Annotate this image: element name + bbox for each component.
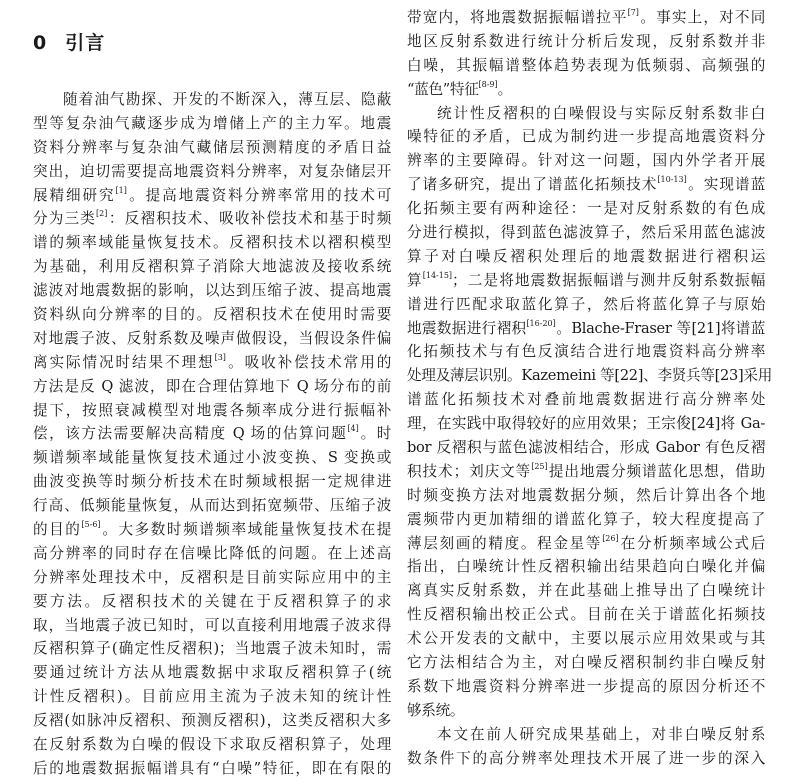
text-line xyxy=(407,723,765,747)
line-text-tail: 。 xyxy=(497,80,512,98)
text-line xyxy=(407,747,765,771)
text-line xyxy=(407,173,765,197)
line-text: 要通过统计方法从地震数据中求取反褶积算子(统 xyxy=(33,664,391,682)
text-line xyxy=(33,160,391,184)
line-text: 提下，按照衰减模型对地震各频率成分进行振幅补 xyxy=(33,401,391,419)
line-text: 积技术；刘庆文等 xyxy=(407,462,532,480)
line-text-tail: 。吸收补偿技术常用的 xyxy=(225,353,391,371)
text-line xyxy=(407,388,765,412)
line-text: 曲波变换等时频分析技术在时频域根据一定规律进 xyxy=(33,473,391,491)
line-text: 分为三类 xyxy=(33,210,97,228)
line-text: 突出，迫切需要提高地震资料分辨率，对复杂储层开 xyxy=(33,162,391,180)
text-line xyxy=(33,112,391,136)
line-text: 谱的频率域能量恢复技术。反褶积技术以褶积模型 xyxy=(33,234,391,252)
line-text: 数条件下的高分辨率处理技术开展了进一步的深入 xyxy=(407,749,765,767)
text-line xyxy=(33,279,391,303)
text-line xyxy=(33,685,391,709)
text-line xyxy=(407,221,765,245)
line-text: 性反褶积输出校正公式。目前在关于谱蓝化拓频技 xyxy=(407,606,765,624)
line-text: 算子对白噪反褶积处理后的地震数据进行褶积运 xyxy=(407,247,765,265)
text-line xyxy=(407,555,765,579)
line-text: 计性反褶积)。目前应用主流为子波未知的统计性 xyxy=(33,688,391,706)
line-text: 后的地震数据振幅谱具有“白噪”特征，即在有限的 xyxy=(33,759,391,777)
line-text: 震频带内更加精细的谱蓝化算子，较大程度提高了 xyxy=(407,510,765,528)
text-line xyxy=(33,207,391,231)
citation-ref: [8-9] xyxy=(478,79,498,89)
text-line xyxy=(407,603,765,627)
text-line xyxy=(407,364,772,388)
line-text-tail: 。Blache-Fraser 等[21]将谱蓝 xyxy=(555,319,765,337)
citation-ref: [25] xyxy=(531,461,548,471)
line-text: 统计性反褶积的白噪假设与实际反射系数非白 xyxy=(437,104,765,122)
text-line xyxy=(407,579,765,603)
line-text: 型等复杂油气藏逐步成为增储上产的主力军。地震 xyxy=(33,114,391,132)
text-line xyxy=(33,446,391,470)
citation-ref: [14-15] xyxy=(422,270,453,280)
section-title: 引言 xyxy=(65,32,106,54)
line-text-tail: 。实现谱蓝 xyxy=(686,176,765,194)
line-text: 薄层刻画的精度。程金星等 xyxy=(407,534,603,552)
citation-ref: [10-13] xyxy=(657,175,687,185)
text-line xyxy=(407,484,765,508)
text-line xyxy=(407,6,765,30)
text-line xyxy=(33,542,391,566)
line-text: 的目的 xyxy=(33,521,82,539)
text-line xyxy=(407,30,765,54)
line-text: 地区反射系数进行统计分析后发现，反射系数并非 xyxy=(407,32,765,50)
text-line xyxy=(407,340,765,364)
text-line xyxy=(33,136,391,160)
line-text: 时频变换方法对地震数据分频，然后计算出各个地 xyxy=(407,486,765,504)
text-line xyxy=(33,303,391,327)
text-line xyxy=(33,614,391,638)
line-text-tail: 。提高地震资料分辨率常用的技术可 xyxy=(126,186,391,204)
text-line xyxy=(407,651,765,675)
text-line xyxy=(407,54,765,78)
line-text-tail: 。时 xyxy=(358,425,391,443)
line-text-tail: 提出地震分频谱蓝化思想，借助 xyxy=(547,462,765,480)
text-line xyxy=(33,351,391,375)
line-text: “蓝色”特征 xyxy=(407,80,479,98)
line-text: 离实际情况时结果不理想 xyxy=(33,353,215,371)
text-line xyxy=(33,566,391,590)
line-text: 地震数据进行褶积 xyxy=(407,319,527,337)
line-text: 要方法。反褶积技术的关键在于反褶积算子的求 xyxy=(33,592,391,610)
text-line xyxy=(33,757,391,781)
line-text: 它方法相结合为主，对白噪反褶积制约非白噪反射 xyxy=(407,654,765,672)
line-text: 在反射系数为白噪的假设下求取反褶积算子，处理 xyxy=(33,736,391,754)
text-line xyxy=(33,733,391,757)
line-text: bor 反褶积与蓝色滤波相结合，形成 Gabor 有色反褶 xyxy=(407,439,765,457)
text-line xyxy=(33,231,391,255)
citation-ref: [5-6] xyxy=(81,520,101,530)
line-text: 噪特征的矛盾，已成为制约进一步提高地震资料分 xyxy=(407,128,765,146)
citation-ref: [2] xyxy=(96,209,108,219)
line-text: 白噪，其振幅谱整体趋势表现为低频弱、高频强的 xyxy=(407,56,765,74)
line-text: 对地震子波、反射系数及噪声做假设，当假设条件偏 xyxy=(33,329,391,347)
line-text: 反褶积算子(确定性反褶积)；当地震子波未知时，需 xyxy=(33,640,391,658)
line-text: 带宽内，将地震数据振幅谱拉平 xyxy=(407,9,628,26)
text-line xyxy=(407,269,765,293)
line-text: 反褶(如脉冲反褶积、预测反褶积)，这类反褶积大多 xyxy=(33,712,391,730)
text-line xyxy=(407,317,765,341)
line-text-tail: ：反褶积技术、吸收补偿技术和基于时频 xyxy=(107,210,391,228)
text-line xyxy=(33,494,391,518)
text-line xyxy=(407,627,765,651)
line-text: 了诸多研究，提出了谱蓝化拓频技术 xyxy=(407,176,658,194)
citation-ref: [4] xyxy=(347,424,359,434)
text-line xyxy=(33,661,391,685)
line-text-tail: 。大多数时频谱频率域能量恢复技术在提 xyxy=(100,521,391,539)
text-line xyxy=(33,375,391,399)
text-line xyxy=(407,460,765,484)
text-line xyxy=(407,197,765,221)
text-line xyxy=(33,399,391,423)
line-text: 理，在实践中取得较好的应用效果；王宗俊[24]将 Ga- xyxy=(407,415,765,433)
line-text: 够系统。 xyxy=(407,701,465,719)
line-text: 取，当地震子波已知时，可以直接利用地震子波求得 xyxy=(33,616,391,634)
section-heading xyxy=(33,28,105,55)
line-text: 系数下地震资料分辨率进一步提高的原因分析还不 xyxy=(407,677,765,695)
text-line xyxy=(33,709,391,733)
line-text: 离真实反射系数，并在此基础上推导出了白噪统计 xyxy=(407,582,765,600)
left-column xyxy=(33,88,391,781)
line-text: 谱进行匹配求取蓝化算子，然后将蓝化算子与原始 xyxy=(407,295,765,313)
text-line xyxy=(407,149,765,173)
line-text: 指出，白噪统计性反褶积输出结果趋向白噪化并偏 xyxy=(407,558,765,576)
line-text: 化拓频技术与有色反演结合进行地震资料高分辨率 xyxy=(407,343,765,361)
text-line xyxy=(33,637,391,661)
line-text: 本文在前人研究成果基础上，对非白噪反射系 xyxy=(437,725,765,743)
line-text: 展精细研究 xyxy=(33,186,116,204)
text-line xyxy=(33,184,391,208)
text-line xyxy=(407,78,765,102)
text-line xyxy=(407,508,765,532)
citation-ref: [3] xyxy=(214,352,226,362)
citation-ref: [1] xyxy=(115,185,127,195)
line-text: 偿，该方法需要解决高精度 Q 场的估算问题 xyxy=(33,425,348,443)
line-text: 高分辨率的同时存在信噪比降低的问题。在上述高 xyxy=(33,544,391,562)
text-line xyxy=(407,293,765,317)
text-line xyxy=(33,327,391,351)
line-text: 分进行模拟，得到蓝色滤波算子，然后采用蓝色滤波 xyxy=(407,224,765,242)
text-line xyxy=(407,245,765,269)
text-line xyxy=(407,412,765,436)
line-text: 随着油气勘探、开发的不断深入，薄互层、隐蔽 xyxy=(63,91,391,108)
text-line xyxy=(33,590,391,614)
text-line xyxy=(33,422,391,446)
section-number: 0 xyxy=(33,32,48,54)
text-line xyxy=(407,436,765,460)
line-text: 行高、低频能量恢复，从而达到拓宽频带、压缩子波 xyxy=(33,497,391,515)
line-text: 算 xyxy=(407,271,423,289)
line-text-tail: 在分析频率域公式后 xyxy=(618,534,765,552)
text-line xyxy=(33,470,391,494)
text-line xyxy=(407,532,765,556)
line-text: 谱蓝化拓频技术对叠前地震数据进行高分辨率处 xyxy=(407,391,765,409)
line-text: 资料分辨率与复杂油气藏储层预测精度的矛盾日益 xyxy=(33,138,391,156)
text-line xyxy=(33,88,391,112)
text-line xyxy=(407,125,765,149)
right-column xyxy=(407,6,772,771)
line-text: 滤波对地震数据的影响，以达到压缩子波、提高地震 xyxy=(33,282,391,300)
line-text: 辨率的主要障碍。针对这一问题，国内外学者开展 xyxy=(407,152,765,170)
line-text-tail: ；二是将地震数据振幅谱与测井反射系数振幅 xyxy=(452,271,765,289)
line-text: 处理及薄层识别。Kazemeini 等[22]、李贤兵等[23]采用 xyxy=(407,367,772,385)
line-text: 为基础，利用反褶积算子消除大地滤波及接收系统 xyxy=(33,258,391,276)
line-text: 资料纵向分辨率的目的。反褶积技术在使用时需要 xyxy=(33,306,391,324)
citation-ref: [26] xyxy=(602,533,619,543)
line-text: 分辨率处理技术中，反褶积是目前实际应用中的主 xyxy=(33,568,391,586)
line-text: 术公开发表的文献中，主要以展示应用效果或与其 xyxy=(407,630,765,648)
text-line xyxy=(407,675,765,699)
text-line xyxy=(33,255,391,279)
line-text: 频谱频率域能量恢复技术通过小波变换、S 变换或 xyxy=(33,449,391,467)
text-line xyxy=(407,102,765,126)
text-line xyxy=(407,699,765,723)
line-text: 方法是反 Q 滤波，即在合理估算地下 Q 场分布的前 xyxy=(33,377,391,395)
line-text-tail: 。事实上，对不同 xyxy=(638,9,765,26)
line-text: 化拓频主要有两种途径：一是对反射系数的有色成 xyxy=(407,200,765,218)
text-line xyxy=(33,518,391,542)
citation-ref: [16-20] xyxy=(526,318,556,328)
citation-ref: [7] xyxy=(627,8,639,17)
